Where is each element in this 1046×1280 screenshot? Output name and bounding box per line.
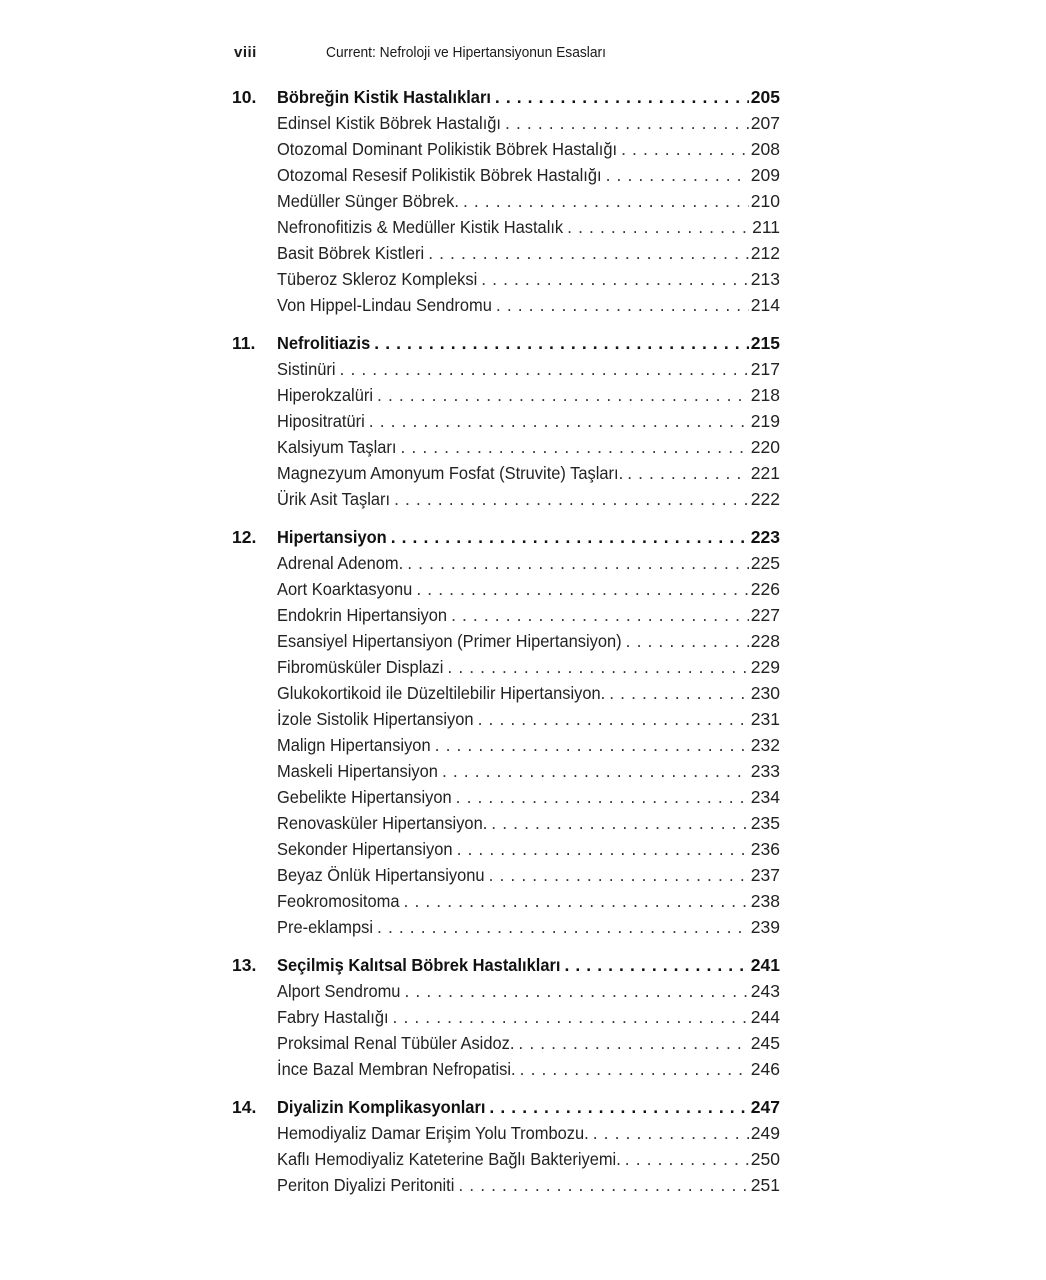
- entry-title: Pre-eklampsi: [277, 917, 373, 937]
- entry-page-number: 214: [750, 295, 780, 315]
- entry-page-number: 234: [750, 787, 780, 807]
- entry-title: Maskeli Hipertansiyon: [277, 761, 438, 781]
- entry-title: İzole Sistolik Hipertansiyon: [277, 709, 474, 729]
- dot-leader: [589, 1120, 749, 1146]
- dot-leader: [400, 888, 749, 914]
- entry-page-number: 228: [750, 631, 780, 651]
- toc-chapter: [232, 84, 780, 318]
- dot-leader: [605, 680, 749, 706]
- toc-entry[interactable]: [232, 862, 780, 888]
- toc-entry[interactable]: [232, 110, 780, 136]
- dot-leader: [370, 330, 749, 356]
- chapter-number: 12.: [232, 527, 257, 547]
- chapter-title: Nefrolitiazis: [277, 333, 371, 353]
- entry-page-number: 209: [750, 165, 780, 185]
- dot-leader: [491, 84, 749, 110]
- dot-leader: [602, 162, 749, 188]
- dot-leader: [390, 486, 749, 512]
- page-header: [234, 44, 794, 68]
- dot-leader: [373, 382, 749, 408]
- entry-title: Magnezyum Amonyum Fosfat (Struvite) Taşları.: [277, 463, 624, 483]
- toc-chapter: [232, 330, 780, 512]
- toc-entry[interactable]: [232, 732, 780, 758]
- entry-page-number: 207: [750, 113, 780, 133]
- dot-leader: [485, 862, 749, 888]
- toc-entry[interactable]: [232, 654, 780, 680]
- toc-entry[interactable]: [232, 408, 780, 434]
- dot-leader: [438, 758, 749, 784]
- toc-entry[interactable]: [232, 680, 780, 706]
- entry-page-number: 239: [750, 917, 780, 937]
- dot-leader: [516, 1056, 749, 1082]
- dot-leader: [336, 356, 749, 382]
- toc-entry[interactable]: [232, 1056, 780, 1082]
- toc-chapter: [232, 952, 780, 1082]
- entry-title: Beyaz Önlük Hipertansiyonu: [277, 865, 485, 885]
- toc-entry[interactable]: [232, 1146, 780, 1172]
- entry-title: Sistinüri: [277, 359, 336, 379]
- toc-entry[interactable]: [232, 356, 780, 382]
- dot-leader: [485, 1094, 748, 1120]
- dot-leader: [621, 1146, 749, 1172]
- toc-entry[interactable]: [232, 460, 780, 486]
- entry-page-number: 250: [750, 1149, 780, 1169]
- toc-chapter-heading[interactable]: [232, 1094, 780, 1120]
- chapter-title: Diyalizin Komplikasyonları: [277, 1097, 486, 1117]
- entry-page-number: 244: [750, 1007, 780, 1027]
- dot-leader: [459, 188, 749, 214]
- entry-title: Hipositratüri: [277, 411, 365, 431]
- entry-title: Sekonder Hipertansiyon: [277, 839, 453, 859]
- chapter-number: 11.: [232, 333, 256, 353]
- entry-page-number: 232: [750, 735, 780, 755]
- toc-chapter-heading[interactable]: [232, 330, 780, 356]
- dot-leader: [622, 628, 749, 654]
- chapter-page-number: 205: [750, 87, 780, 107]
- dot-leader: [387, 524, 749, 550]
- chapter-title: Böbreğin Kistik Hastalıkları: [277, 87, 491, 107]
- entry-title: Esansiyel Hipertansiyon (Primer Hipertansiyon): [277, 631, 622, 651]
- toc-entry[interactable]: [232, 758, 780, 784]
- entry-title: Gebelikte Hipertansiyon: [277, 787, 452, 807]
- dot-leader: [487, 810, 749, 836]
- dot-leader: [396, 434, 748, 460]
- entry-title: Fabry Hastalığı: [277, 1007, 389, 1027]
- entry-title: İnce Bazal Membran Nefropatisi.: [277, 1059, 516, 1079]
- chapter-number: 10.: [232, 87, 257, 107]
- toc-entry[interactable]: [232, 240, 780, 266]
- toc-entry[interactable]: [232, 382, 780, 408]
- entry-title: Fibromüsküler Displazi: [277, 657, 444, 677]
- toc-entry[interactable]: [232, 888, 780, 914]
- entry-title: Malign Hipertansiyon: [277, 735, 431, 755]
- dot-leader: [424, 240, 749, 266]
- entry-page-number: 211: [752, 217, 780, 237]
- entry-title: Nefronofitizis & Medüller Kistik Hastalık: [277, 217, 564, 237]
- entry-page-number: 210: [750, 191, 780, 211]
- entry-title: Medüller Sünger Böbrek.: [277, 191, 459, 211]
- dot-leader: [373, 914, 749, 940]
- dot-leader: [431, 732, 749, 758]
- toc-entry[interactable]: [232, 136, 780, 162]
- chapter-number: 13.: [232, 955, 257, 975]
- toc-entry[interactable]: [232, 628, 780, 654]
- entry-page-number: 212: [750, 243, 780, 263]
- entry-title: Alport Sendromu: [277, 981, 401, 1001]
- entry-page-number: 225: [750, 553, 780, 573]
- entry-title: Glukokortikoid ile Düzeltilebilir Hipertansiyon.: [277, 683, 606, 703]
- dot-leader: [501, 110, 749, 136]
- toc-entry[interactable]: [232, 1030, 780, 1056]
- entry-title: Renovasküler Hipertansiyon.: [277, 813, 488, 833]
- toc-chapter-heading[interactable]: [232, 84, 780, 110]
- dot-leader: [477, 266, 749, 292]
- entry-title: Von Hippel-Lindau Sendromu: [277, 295, 492, 315]
- toc-chapter-heading[interactable]: [232, 524, 780, 550]
- entry-title: Aort Koarktasyonu: [277, 579, 413, 599]
- entry-page-number: 251: [750, 1175, 780, 1195]
- toc-entry[interactable]: [232, 810, 780, 836]
- page-number: viii: [234, 44, 257, 61]
- toc-entry[interactable]: [232, 576, 780, 602]
- chapter-page-number: 241: [750, 955, 780, 975]
- entry-title: Proksimal Renal Tübüler Asidoz.: [277, 1033, 515, 1053]
- dot-leader: [617, 136, 749, 162]
- toc-chapter-heading[interactable]: [232, 952, 780, 978]
- entry-page-number: 238: [750, 891, 780, 911]
- toc-entry[interactable]: [232, 162, 780, 188]
- dot-leader: [514, 1030, 748, 1056]
- dot-leader: [447, 602, 749, 628]
- dot-leader: [400, 978, 748, 1004]
- dot-leader: [453, 836, 749, 862]
- entry-page-number: 246: [750, 1059, 780, 1079]
- toc-entry[interactable]: [232, 978, 780, 1004]
- dot-leader: [452, 784, 749, 810]
- entry-title: Adrenal Adenom.: [277, 553, 404, 573]
- toc-entry[interactable]: [232, 434, 780, 460]
- chapter-title: Seçilmiş Kalıtsal Böbrek Hastalıkları: [277, 955, 561, 975]
- toc-entry[interactable]: [232, 292, 780, 318]
- entry-page-number: 236: [750, 839, 780, 859]
- dot-leader: [560, 952, 748, 978]
- dot-leader: [403, 550, 749, 576]
- entry-page-number: 221: [750, 463, 780, 483]
- toc-entry[interactable]: [232, 188, 780, 214]
- table-of-contents: [232, 84, 780, 1210]
- entry-page-number: 218: [750, 385, 780, 405]
- entry-page-number: 245: [750, 1033, 780, 1053]
- entry-page-number: 229: [750, 657, 780, 677]
- entry-page-number: 237: [750, 865, 780, 885]
- entry-page-number: 213: [750, 269, 780, 289]
- toc-chapter: [232, 524, 780, 940]
- chapter-title: Hipertansiyon: [277, 527, 387, 547]
- entry-title: Endokrin Hipertansiyon: [277, 605, 448, 625]
- toc-entry[interactable]: [232, 550, 780, 576]
- toc-entry[interactable]: [232, 486, 780, 512]
- entry-page-number: 227: [750, 605, 780, 625]
- dot-leader: [623, 460, 749, 486]
- entry-title: Otozomal Dominant Polikistik Böbrek Hastalığı: [277, 139, 618, 159]
- entry-title: Periton Diyalizi Peritoniti: [277, 1175, 455, 1195]
- entry-page-number: 208: [750, 139, 780, 159]
- dot-leader: [443, 654, 748, 680]
- entry-title: Hiperokzalüri: [277, 385, 373, 405]
- entry-title: Kalsiyum Taşları: [277, 437, 397, 457]
- chapter-page-number: 247: [750, 1097, 780, 1117]
- entry-page-number: 219: [750, 411, 780, 431]
- entry-page-number: 226: [750, 579, 780, 599]
- toc-entry[interactable]: [232, 706, 780, 732]
- dot-leader: [492, 292, 749, 318]
- entry-page-number: 217: [750, 359, 780, 379]
- dot-leader: [412, 576, 748, 602]
- entry-title: Hemodiyaliz Damar Erişim Yolu Trombozu.: [277, 1123, 589, 1143]
- running-title: Current: Nefroloji ve Hipertansiyonun Esasları: [326, 44, 606, 61]
- dot-leader: [389, 1004, 749, 1030]
- toc-entry[interactable]: [232, 836, 780, 862]
- entry-title: Otozomal Resesif Polikistik Böbrek Hastalığı: [277, 165, 602, 185]
- entry-page-number: 233: [750, 761, 780, 781]
- dot-leader: [365, 408, 749, 434]
- entry-title: Kaflı Hemodiyaliz Kateterine Bağlı Bakteriyemi.: [277, 1149, 621, 1169]
- entry-page-number: 243: [750, 981, 780, 1001]
- toc-entry[interactable]: [232, 266, 780, 292]
- chapter-number: 14.: [232, 1097, 257, 1117]
- entry-page-number: 230: [750, 683, 780, 703]
- entry-page-number: 231: [750, 709, 780, 729]
- entry-title: Basit Böbrek Kistleri: [277, 243, 425, 263]
- toc-entry[interactable]: [232, 1172, 780, 1198]
- chapter-page-number: 223: [750, 527, 780, 547]
- entry-title: Tüberoz Skleroz Kompleksi: [277, 269, 478, 289]
- toc-entry[interactable]: [232, 1004, 780, 1030]
- toc-entry[interactable]: [232, 784, 780, 810]
- toc-entry[interactable]: [232, 1120, 780, 1146]
- toc-entry[interactable]: [232, 914, 780, 940]
- entry-title: Ürik Asit Taşları: [277, 489, 391, 509]
- chapter-page-number: 215: [750, 333, 780, 353]
- toc-chapter: [232, 1094, 780, 1198]
- entry-title: Edinsel Kistik Böbrek Hastalığı: [277, 113, 502, 133]
- dot-leader: [563, 214, 750, 240]
- entry-page-number: 220: [750, 437, 780, 457]
- entry-page-number: 222: [750, 489, 780, 509]
- entry-title: Feokromositoma: [277, 891, 400, 911]
- entry-page-number: 249: [750, 1123, 780, 1143]
- toc-entry[interactable]: [232, 214, 780, 240]
- entry-page-number: 235: [750, 813, 780, 833]
- dot-leader: [474, 706, 749, 732]
- toc-entry[interactable]: [232, 602, 780, 628]
- dot-leader: [454, 1172, 748, 1198]
